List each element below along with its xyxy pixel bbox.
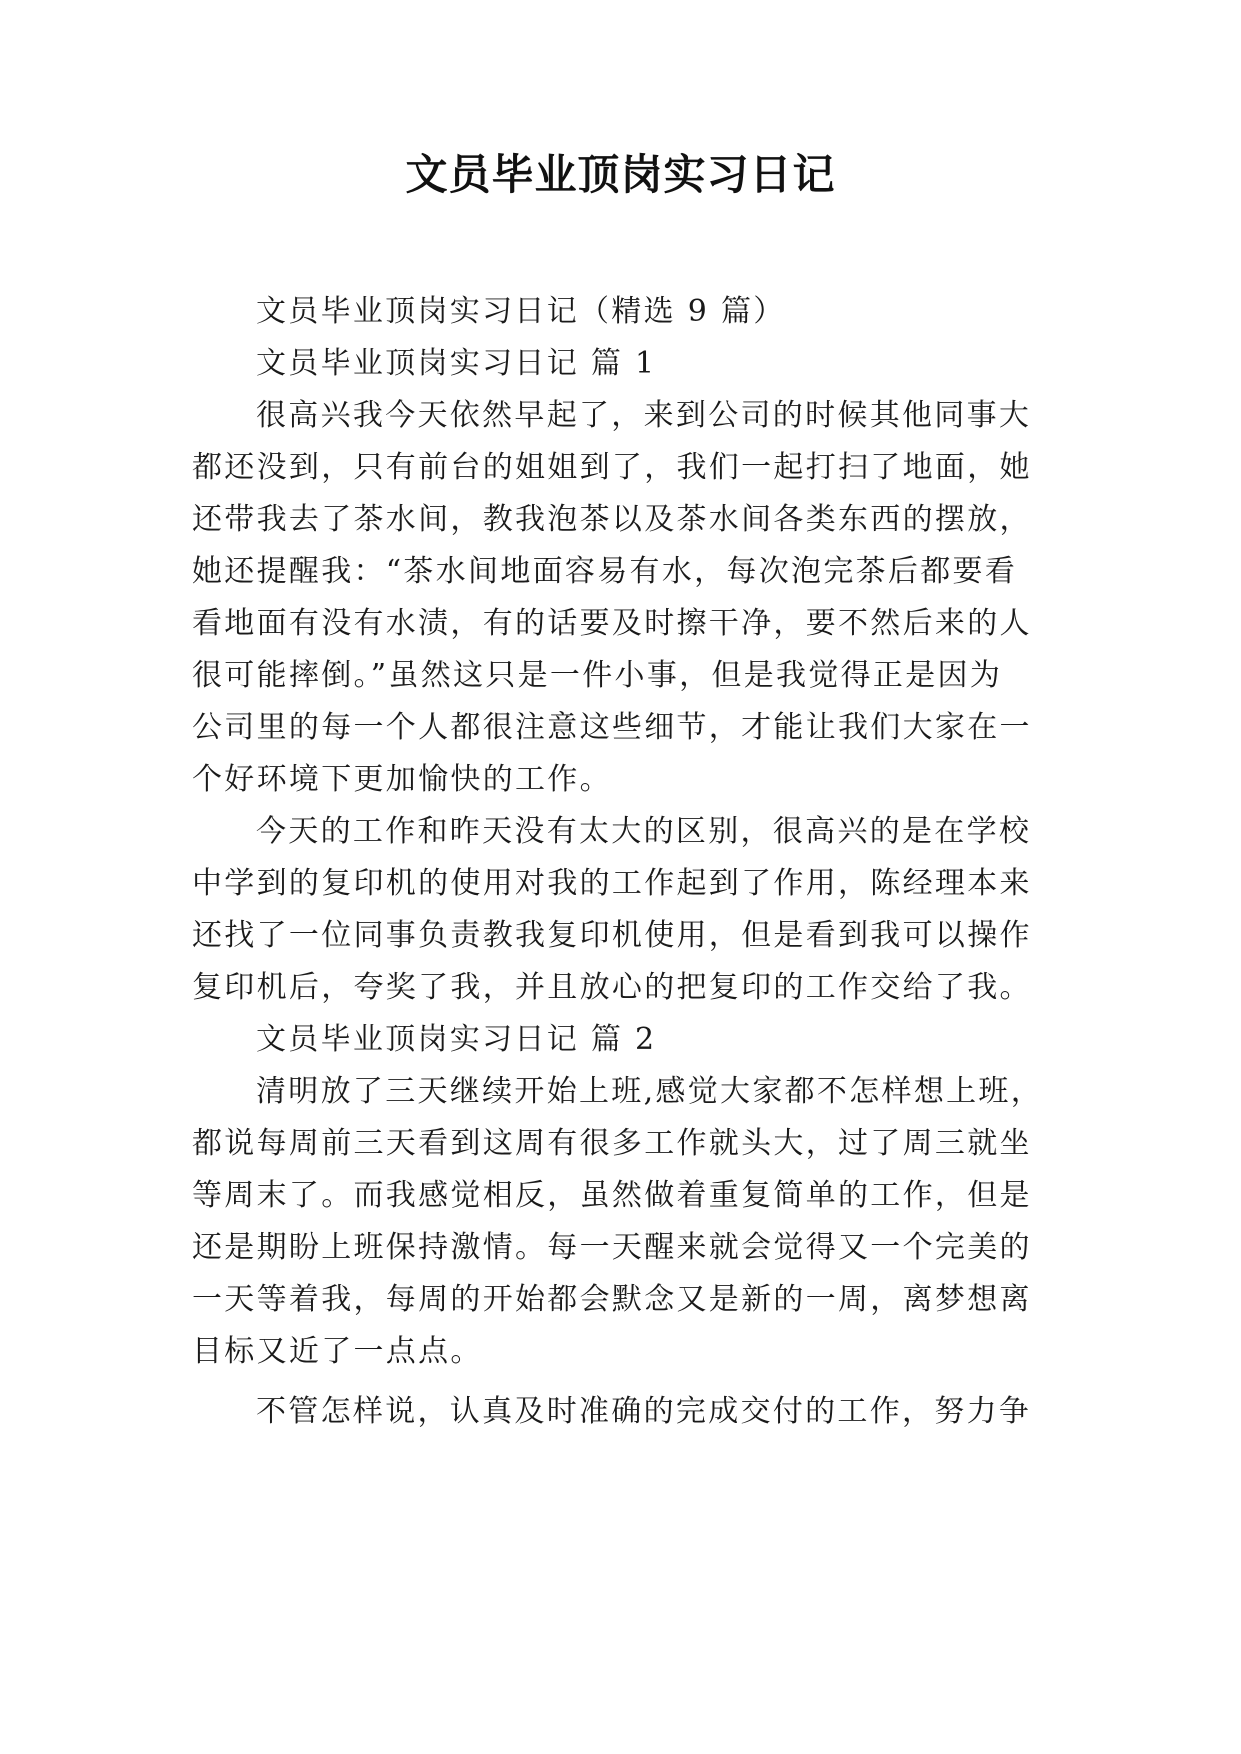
text-line: 还是期盼上班保持激情。每一天醒来就会觉得又一个完美的	[192, 1230, 1032, 1265]
text-line: 清明放了三天继续开始上班,感觉大家都不怎样想上班，	[256, 1074, 1044, 1109]
text-line: 不管怎样说，认真及时准确的完成交付的工作，努力争	[256, 1394, 1032, 1429]
text-line: 中学到的复印机的使用对我的工作起到了作用，陈经理本来	[192, 866, 1032, 901]
text-line: 公司里的每一个人都很注意这些细节，才能让我们大家在一	[192, 710, 1032, 745]
text-line: 很可能摔倒。”虽然这只是一件小事，但是我觉得正是因为	[192, 658, 1003, 693]
text-line: 看地面有没有水渍，有的话要及时擦干净，要不然后来的人	[192, 606, 1032, 641]
text-line: 复印机后，夸奖了我，并且放心的把复印的工作交给了我。	[192, 970, 1032, 1005]
section-heading: 文员毕业顶岗实习日记 篇 2	[256, 1022, 657, 1057]
text-line: 一天等着我，每周的开始都会默念又是新的一周，离梦想离	[192, 1282, 1032, 1317]
text-line: 都说每周前三天看到这周有很多工作就头大，过了周三就坐	[192, 1126, 1032, 1161]
text-line: 目标又近了一点点。	[192, 1334, 483, 1369]
section-heading: 文员毕业顶岗实习日记 篇 1	[256, 346, 657, 381]
document-body	[192, 286, 1054, 1438]
text-line: 还找了一位同事负责教我复印机使用，但是看到我可以操作	[192, 918, 1032, 953]
text-line: 还带我去了茶水间，教我泡茶以及茶水间各类东西的摆放，	[192, 502, 1032, 537]
text-line: 文员毕业顶岗实习日记（精选 9 篇）	[256, 294, 786, 329]
text-line: 她还提醒我：“茶水间地面容易有水，每次泡完茶后都要看	[192, 554, 1018, 589]
text-line: 很高兴我今天依然早起了，来到公司的时候其他同事大	[256, 398, 1032, 433]
text-line: 个好环境下更加愉快的工作。	[192, 762, 612, 797]
text-line: 等周末了。而我感觉相反，虽然做着重复简单的工作，但是	[192, 1178, 1032, 1213]
text-line: 今天的工作和昨天没有太大的区别，很高兴的是在学校	[256, 814, 1032, 849]
document-title: 文员毕业顶岗实习日记	[405, 150, 836, 199]
text-line: 都还没到，只有前台的姐姐到了，我们一起打扫了地面，她	[192, 450, 1032, 485]
